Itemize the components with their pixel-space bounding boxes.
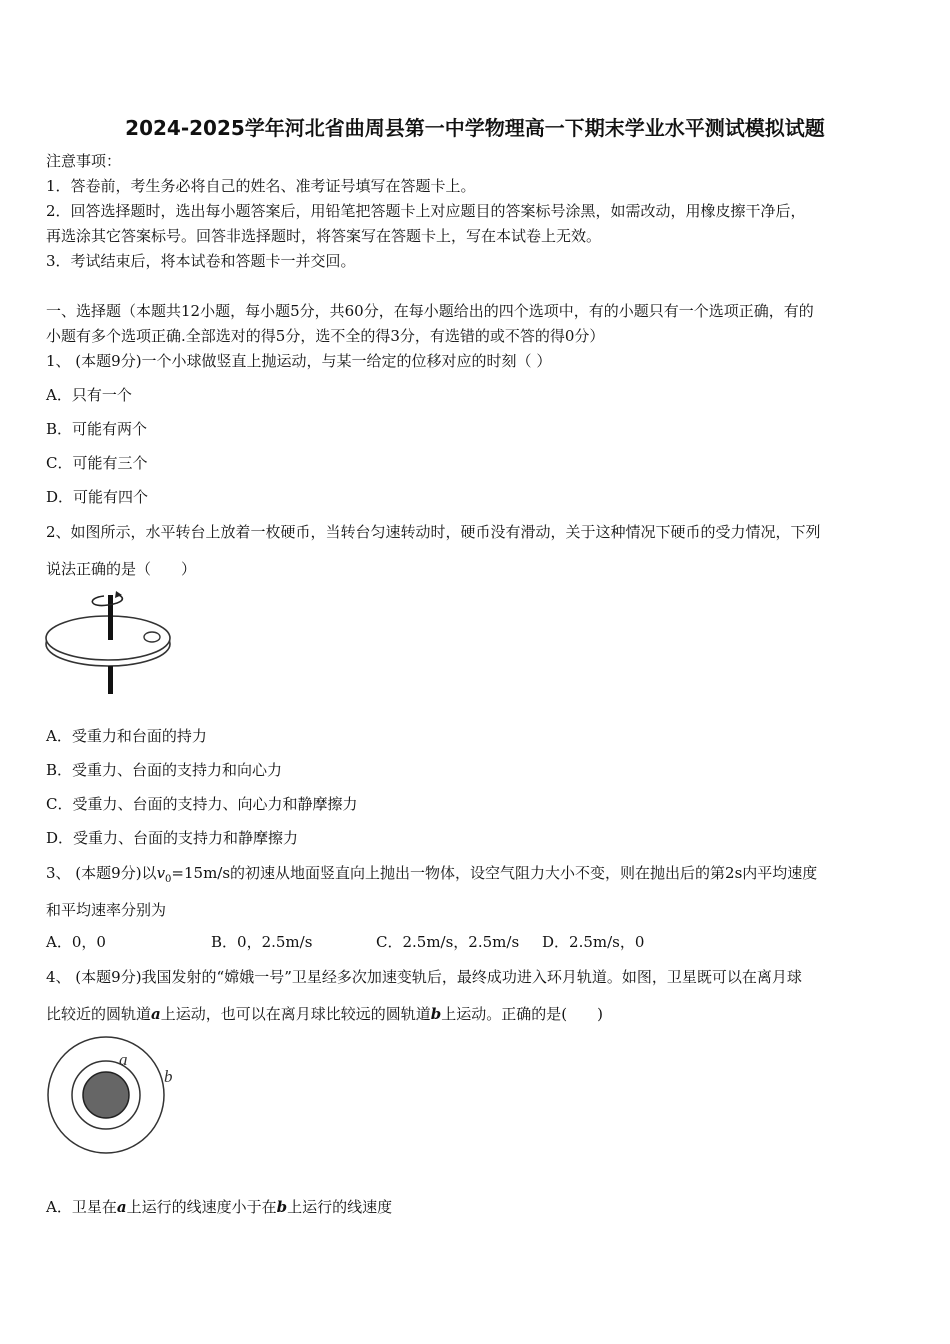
orbit-b-label: b bbox=[164, 1067, 173, 1086]
question-2-option-b: B．受重力、台面的支持力和向心力 bbox=[46, 761, 283, 779]
question-4-option-a: A．卫星在a上运行的线速度小于在b上运行的线速度 bbox=[46, 1198, 393, 1216]
orbit-a-ref: a bbox=[151, 1005, 161, 1023]
question-2-option-a: A．受重力和台面的持力 bbox=[46, 727, 207, 745]
question-1-stem: 1、 (本题9分)一个小球做竖直上抛运动，与某一给定的位移对应的时刻（ ） bbox=[46, 352, 552, 370]
notice-heading: 注意事项： bbox=[46, 152, 122, 170]
turntable-axis-bottom bbox=[108, 666, 113, 694]
turntable-figure bbox=[46, 590, 178, 696]
question-3-stem-prefix: 3、 (本题9分)以 bbox=[46, 864, 157, 882]
question-3-stem-line1 bbox=[46, 862, 817, 891]
question-2-option-c: C．受重力、台面的支持力、向心力和静摩擦力 bbox=[46, 795, 358, 813]
question-2-option-d: D．受重力、台面的支持力和静摩擦力 bbox=[46, 829, 299, 847]
orbit-b-ref: b bbox=[430, 1005, 442, 1023]
notice-item-2-cont: 再选涂其它答案标号。回答非选择题时，将答案写在答题卡上，写在本试卷上无效。 bbox=[46, 227, 602, 245]
section-header-line1: 一、选择题（本题共12小题，每小题5分，共60分，在每小题给出的四个选项中，有的小题只有一个选项正确，有的 bbox=[46, 302, 814, 320]
velocity-symbol: v bbox=[156, 864, 166, 882]
notice-item-2: 2．回答选择题时，选出每小题答案后，用铅笔把答题卡上对应题目的答案标号涂黑，如需改动，用橡皮擦干净后， bbox=[46, 202, 806, 220]
orbit-a-label: a bbox=[119, 1050, 128, 1069]
question-3-option-a: A．0，0 bbox=[46, 933, 106, 951]
velocity-subscript: 0 bbox=[165, 874, 172, 885]
turntable-axis-top bbox=[108, 595, 113, 640]
page-title: 2024-2025学年河北省曲周县第一中学物理高一下期末学业水平测试模拟试题 bbox=[125, 116, 825, 140]
question-1-option-b: B．可能有两个 bbox=[46, 420, 148, 438]
question-3-option-b: B．0，2.5m/s bbox=[211, 933, 313, 951]
question-1-option-c: C．可能有三个 bbox=[46, 454, 148, 472]
question-2-stem-line2: 说法正确的是（ ） bbox=[46, 560, 197, 578]
section-header-line2: 小题有多个选项正确.全部选对的得5分，选不全的得3分，有选错的或不答的得0分） bbox=[46, 327, 605, 345]
question-3-option-c: C．2.5m/s，2.5m/s bbox=[376, 933, 520, 951]
question-2-stem-line1: 2、如图所示，水平转台上放着一枚硬币，当转台匀速转动时，硬币没有滑动，关于这种情况下硬币的受力情况，下列 bbox=[46, 523, 821, 541]
question-3-option-d: D．2.5m/s，0 bbox=[542, 933, 645, 951]
notice-item-1: 1．答卷前，考生务必将自己的姓名、准考证号填写在答题卡上。 bbox=[46, 177, 476, 195]
notice-item-3: 3．考试结束后，将本试卷和答题卡一并交回。 bbox=[46, 252, 356, 270]
question-1-option-a: A．只有一个 bbox=[46, 386, 132, 404]
question-1-option-d: D．可能有四个 bbox=[46, 488, 149, 506]
question-4-stem-line2: 比较近的圆轨道a上运动，也可以在离月球比较远的圆轨道b上运动。正确的是( ) bbox=[46, 1005, 603, 1023]
question-3-stem-line2: 和平均速率分别为 bbox=[46, 901, 167, 919]
orbit-figure bbox=[46, 1034, 186, 1156]
question-3-stem-rest: =15m/s的初速从地面竖直向上抛出一物体，设空气阻力大小不变，则在抛出后的第2s内平均速度 bbox=[171, 864, 818, 882]
coin-icon bbox=[144, 632, 160, 642]
question-4-stem-line1: 4、 (本题9分)我国发射的“嫦娥一号”卫星经多次加速变轨后，最终成功进入环月轨道。如图，卫星既可以在离月球 bbox=[46, 968, 802, 986]
moon-icon bbox=[83, 1072, 129, 1118]
